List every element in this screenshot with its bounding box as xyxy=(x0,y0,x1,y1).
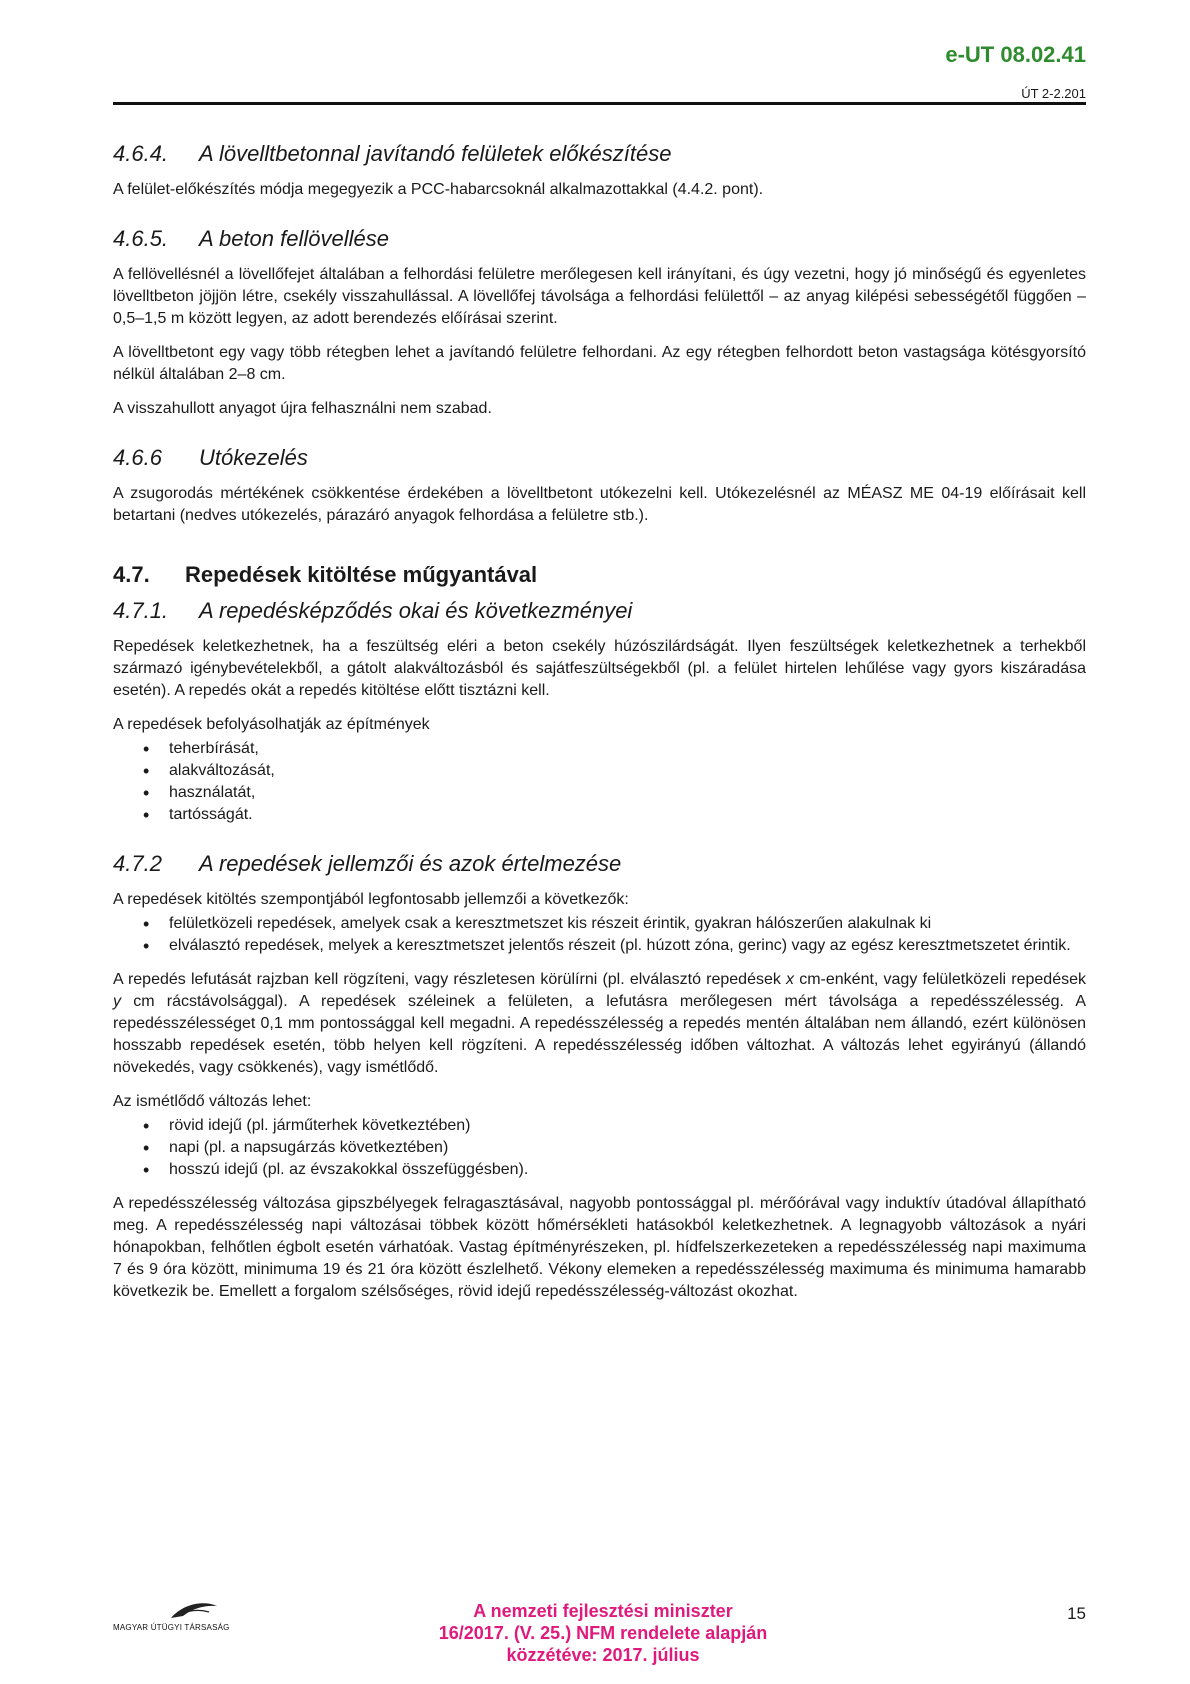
variable-y: y xyxy=(113,993,121,1010)
section-title: A lövelltbetonnal javítandó felületek előkészítése xyxy=(199,141,672,166)
list-item: • rövid idejű (pl. járműterhek következtében) xyxy=(113,1115,1086,1137)
publication-note-line: A nemzeti fejlesztési miniszter xyxy=(473,1601,733,1621)
section-heading-466 xyxy=(113,444,1086,472)
paragraph: A fellövellésnél a lövellőfejet általában a felhordási felületre merőlegesen kell irányítani, és úgy vezetni, hogy jó minőségű és egyenletes lövelltbeton jöjjön létre, csekély visszahullással. A lövellőfej távolsága a felhordási felülettől – az anyag kilépési sebességétől függően – 0,5–1,5 m között legyen, az adott berendezés előírásai szerint. xyxy=(113,266,1086,327)
section-title: Utókezelés xyxy=(199,445,308,470)
text-run: cm rácstávolsággal). A repedések széleinek a felületen, a lefutásra merőlegesen mért távolsága a repedésszélesség. A repedésszélességet 0,1 mm pontossággal kell megadni. A repedésszélesség a repedés mentén általában nem állandó, ezért különösen hosszabb repedések esetén, több helyen kell rögzíteni. A repedésszélesség időben változhat. A változás lehet egyirányú (állandó növekedés, vagy csökkenés), vagy ismétlődő. xyxy=(113,993,1086,1076)
document-code: e-UT 08.02.41 xyxy=(945,42,1086,67)
publisher-name: MAGYAR ÚTÜGYI TÁRSASÁG xyxy=(113,1623,230,1632)
bullet-list xyxy=(113,1115,1086,1181)
publication-note-line: 16/2017. (V. 25.) NFM rendelete alapján xyxy=(438,1623,768,1643)
paragraph: A visszahullott anyagot újra felhasználni nem szabad. xyxy=(113,400,492,417)
list-item: • alakváltozását, xyxy=(113,760,1086,782)
paragraph: A repedések befolyásolhatják az építmények xyxy=(113,716,430,733)
section-number: 4.6.6 xyxy=(113,445,162,470)
document-subcode: ÚT 2-2.201 xyxy=(1021,86,1086,101)
paragraph: A felület-előkészítés módja megegyezik a PCC-habarcsoknál alkalmazottakkal (4.4.2. pont). xyxy=(113,181,764,198)
section-number: 4.6.4. xyxy=(113,141,169,166)
paragraph: A repedésszélesség változása gipszbélyegek felragasztásával, nagyobb pontossággal pl. mérőórával vagy induktív útadóval állapítható meg. A repedésszélesség napi változásai többek között hőmérsékleti hatásokból keletkezhetnek. A legnagyobb változások a nyári hónapokban, felhőtlen égbolt esetén várhatóak. Vastag építményrészeken, pl. hídfelszerkezeteken a repedésszélesség napi maximuma 7 és 9 óra között, minimuma 19 és 21 óra között észlelhető. Vékony elemeken a repedésszélesség maximuma és minimuma hamarabb következik be. Emellett a forgalom szélsőséges, rövid idejű repedésszélesség-változást okozhat. xyxy=(113,1195,1086,1300)
section-title: A repedések jellemzői és azok értelmezése xyxy=(199,851,622,876)
section-number: 4.7. xyxy=(113,562,150,587)
document-body xyxy=(113,140,1086,1315)
section-heading-465 xyxy=(113,225,1086,253)
text-run: cm-enként, vagy felületközeli repedések xyxy=(794,971,1086,988)
paragraph: Repedések keletkezhetnek, ha a feszültség eléri a beton csekély húzószilárdságát. Ilyen feszültségek keletkezhetnek a terhekből származó igénybevételekből, a gátolt alakváltozásból és sajátfeszültségekből (pl. a felület hirtelen lehűlése vagy gyors kiszáradása esetén). A repedés okát a repedés kitöltése előtt tisztázni kell. xyxy=(113,638,1086,699)
chapter-heading-47 xyxy=(113,561,1086,589)
paragraph: A lövelltbetont egy vagy több rétegben lehet a javítandó felületre felhordani. Az egy rétegben felhordott beton vastagsága kötésgyorsító nélkül általában 2–8 cm. xyxy=(113,344,1086,383)
section-title: A repedésképződés okai és következményei xyxy=(199,598,633,623)
paragraph: A zsugorodás mértékének csökkentése érdekében a lövelltbetont utókezelni kell. Utókezelésnél az MÉASZ ME 04-19 előírásait kell betartani (nedves utókezelés, párazáró anyagok felhordása a felületre stb.). xyxy=(113,485,1086,524)
section-heading-471 xyxy=(113,597,1086,625)
list-item: • hosszú idejű (pl. az évszakokkal összefüggésben). xyxy=(113,1159,1086,1181)
section-title: Repedések kitöltése műgyantával xyxy=(185,562,538,587)
section-heading-472 xyxy=(113,850,1086,878)
publication-note xyxy=(373,1600,833,1666)
list-item: • felületközeli repedések, amelyek csak a keresztmetszet kis részeit érintik, gyakran hálószerűen alakulnak ki xyxy=(113,913,1086,935)
section-number: 4.7.1. xyxy=(113,598,169,623)
list-item: • használatát, xyxy=(113,782,1086,804)
header-rule xyxy=(113,102,1086,105)
bullet-list xyxy=(113,738,1086,826)
paragraph: Az ismétlődő változás lehet: xyxy=(113,1093,312,1110)
section-title: A beton fellövellése xyxy=(199,226,389,251)
list-item: • napi (pl. a napsugárzás következtében) xyxy=(113,1137,1086,1159)
section-number: 4.6.5. xyxy=(113,226,169,251)
variable-x: x xyxy=(786,971,795,988)
list-item: • elválasztó repedések, melyek a keresztmetszet jelentős részeit (pl. húzott zóna, gerinc) vagy az egész keresztmetszetet érintik. xyxy=(113,935,1086,957)
section-heading-464 xyxy=(113,140,1086,168)
text-run: A repedés lefutását rajzban kell rögzíteni, vagy részletesen körülírni (pl. elválasztó repedések xyxy=(113,971,787,988)
page-number: 15 xyxy=(1067,1604,1086,1623)
list-item: • tartósságát. xyxy=(113,804,1086,826)
document-page xyxy=(113,0,1086,1684)
publisher-logo xyxy=(113,1596,263,1632)
paragraph xyxy=(113,969,1086,1079)
publication-note-line: közzétéve: 2017. július xyxy=(506,1645,700,1665)
section-number: 4.7.2 xyxy=(113,851,162,876)
paragraph: A repedések kitöltés szempontjából legfontosabb jellemzői a következők: xyxy=(113,891,629,908)
bullet-list xyxy=(113,913,1086,957)
list-item: • teherbírását, xyxy=(113,738,1086,760)
